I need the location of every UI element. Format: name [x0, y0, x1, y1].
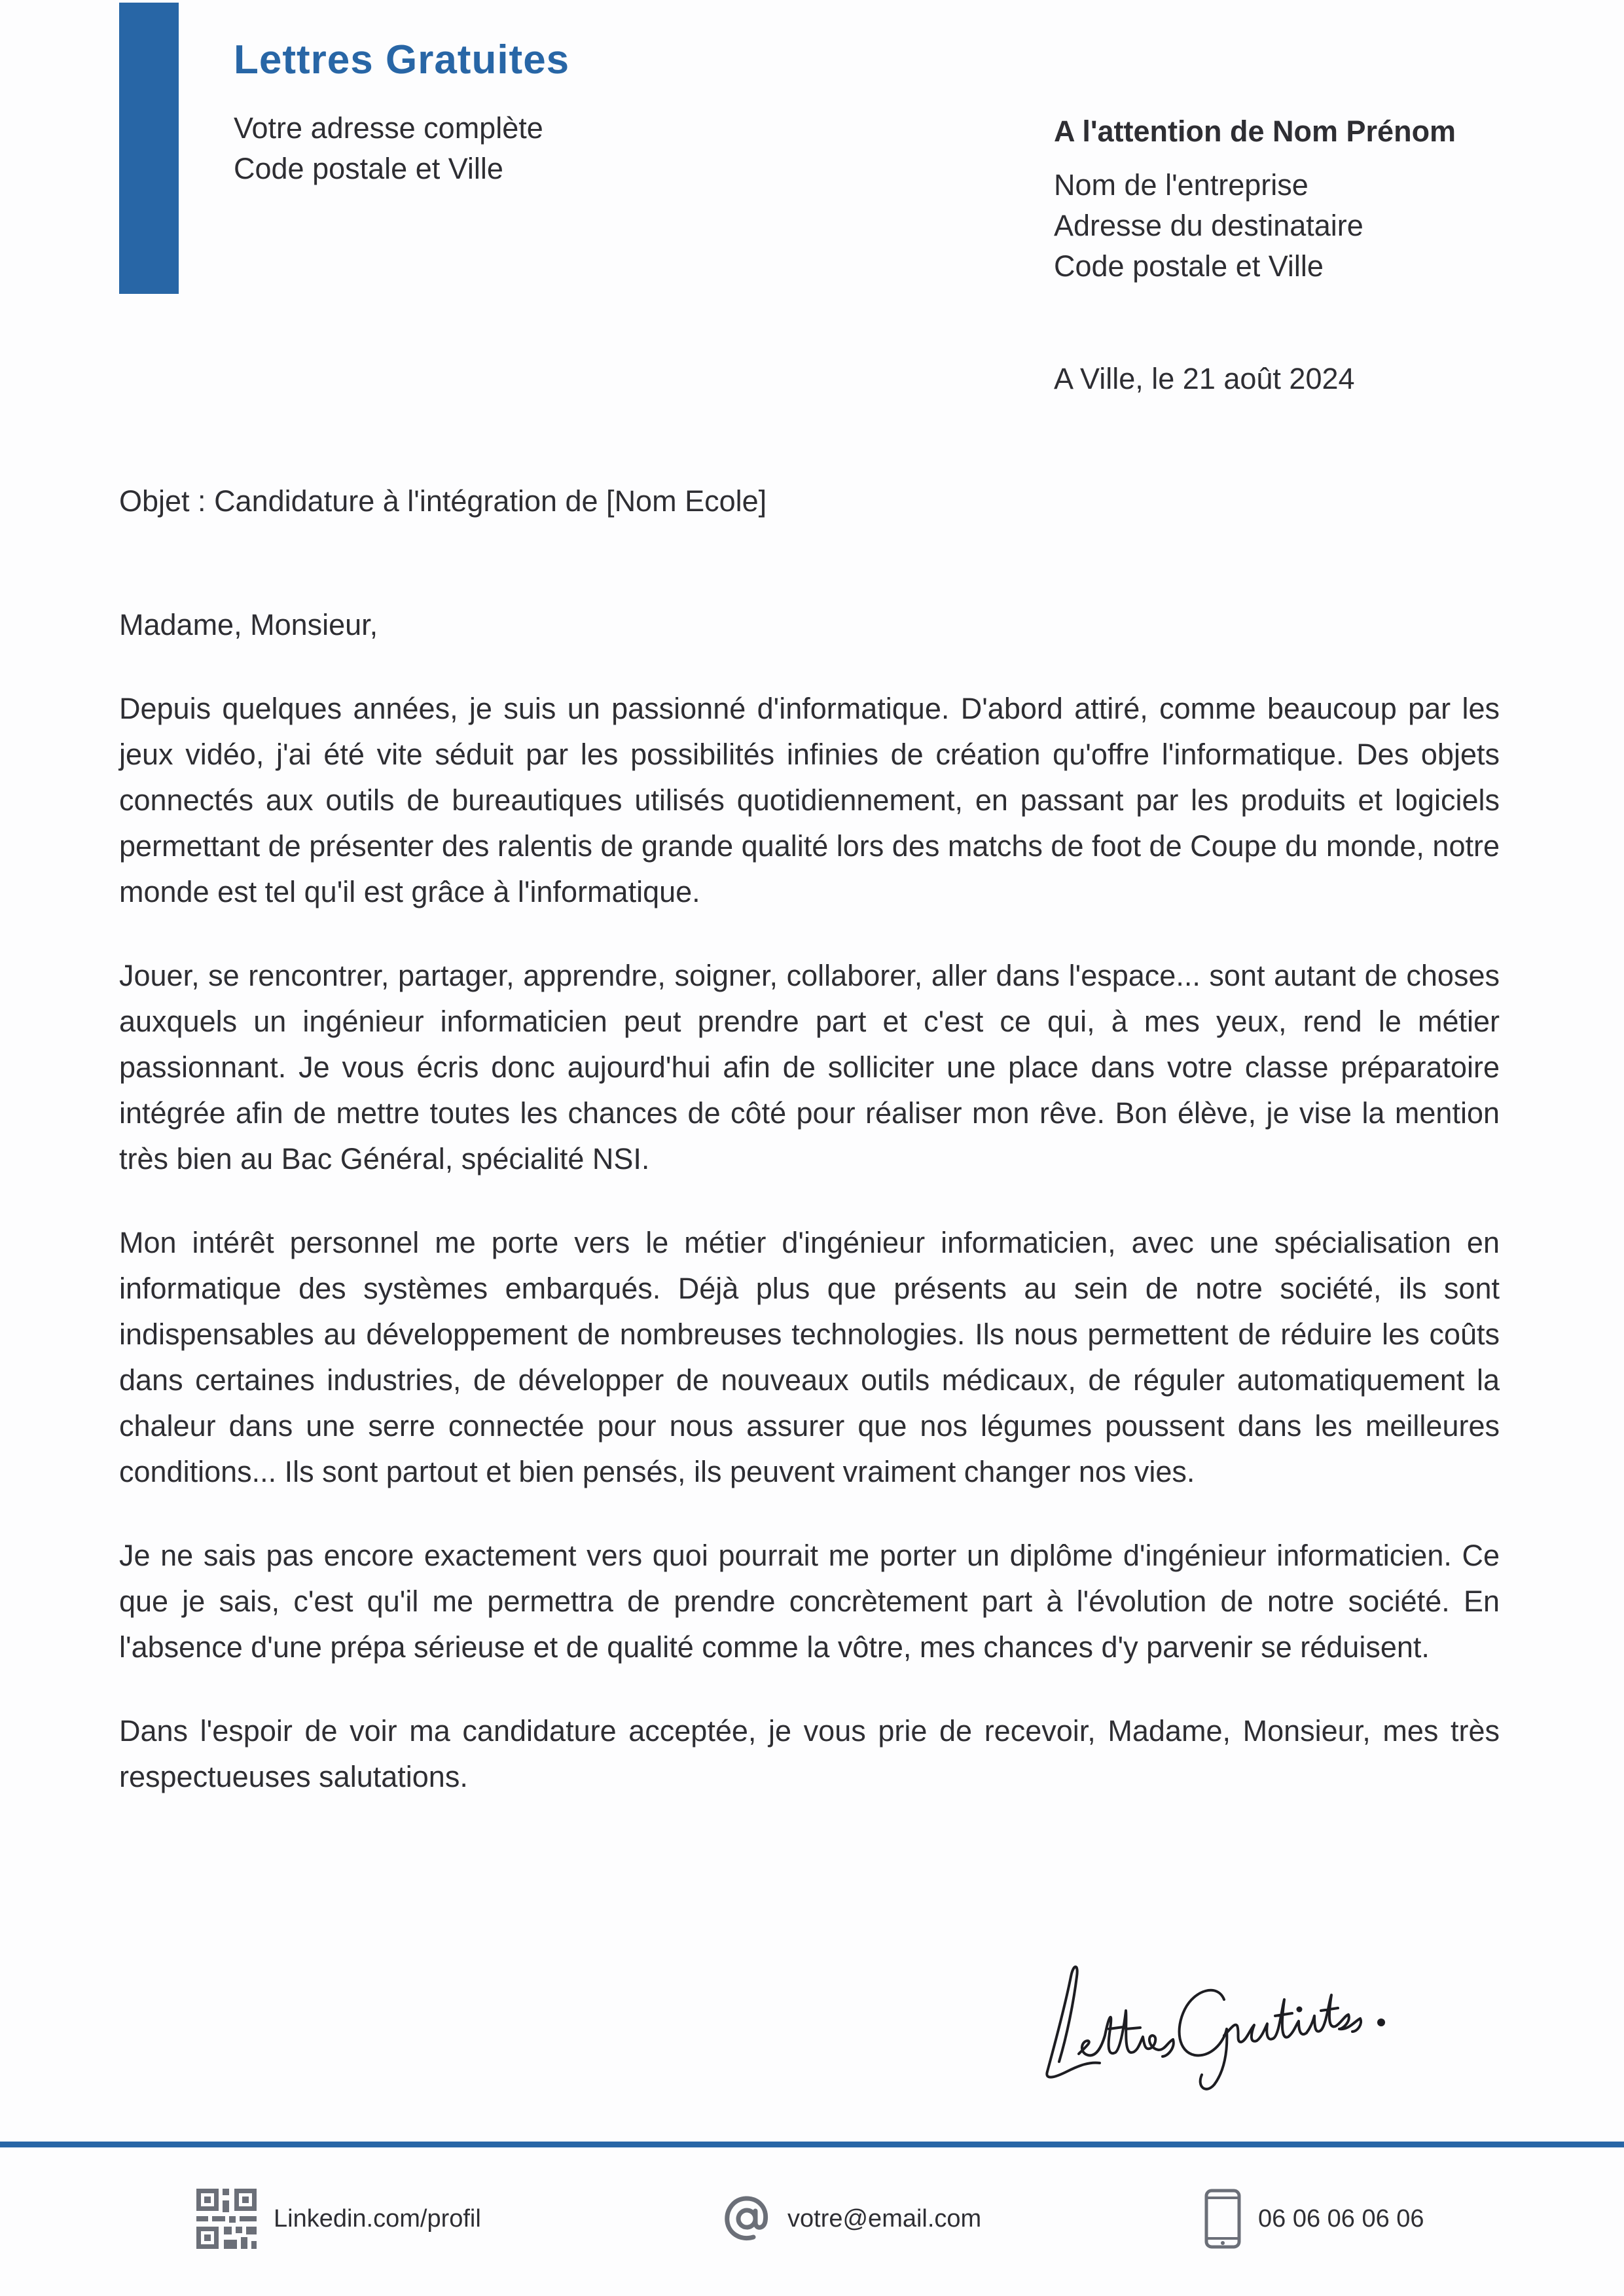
recipient-city: Code postale et Ville: [1054, 249, 1324, 283]
recipient-attention: A l'attention de Nom Prénom: [1054, 115, 1456, 148]
footer-linkedin[interactable]: [196, 2186, 481, 2251]
body-paragraph-1: Depuis quelques années, je suis un passionné d'informatique. D'abord attiré, comme beaucoup par les jeux vidéo, j'ai été vite séduit par les possibilités infinies de création qu'offre l'informatique. Des objets connectés aux outils de bureautiques utilisés quotidiennement, en passant par les produits et logiciels permettant de présenter des ralentis de grande qualité lors des matchs de foot de Coupe du monde, notre monde est tel qu'il est grâce à l'informatique.: [119, 692, 1500, 908]
recipient-block: [1054, 111, 1456, 287]
at-sign-icon: [723, 2195, 770, 2242]
sender-address: [234, 108, 543, 189]
body-paragraph-4: Je ne sais pas encore exactement vers quoi pourrait me porter un diplôme d'ingénieur informaticien. Ce que je sais, c'est qu'il me permettra de prendre concrètement part à l'évolution de notre société. En l'absence d'une prépa sérieuse et de qualité comme la vôtre, mes chances d'y parvenir se réduisent.: [119, 1539, 1500, 1664]
email-text: votre@email.com: [787, 2204, 982, 2233]
sender-address-line2: Code postale et Ville: [234, 152, 503, 185]
body-paragraph-2: Jouer, se rencontrer, partager, apprendre, soigner, collaborer, aller dans l'espace... sont autant de choses auxquels un ingénieur informaticien peut prendre part et c'est ce qui, à mes yeux, rend le métier passionnant. Je vous écris donc aujourd'hui afin de solliciter une place dans votre classe préparatoire intégrée afin de mettre toutes les chances de côté pour réaliser mon rêve. Bon élève, je vise la mention très bien au Bac Général, spécialité NSI.: [119, 959, 1500, 1175]
footer-email[interactable]: [723, 2186, 981, 2251]
sender-address-line1: Votre adresse complète: [234, 111, 543, 145]
recipient-company: Nom de l'entreprise: [1054, 168, 1308, 202]
letter-date: A Ville, le 21 août 2024: [1054, 362, 1355, 395]
footer-phone[interactable]: [1204, 2186, 1424, 2251]
smartphone-icon: [1204, 2189, 1241, 2249]
footer-divider: [0, 2142, 1624, 2147]
qr-code-icon: [196, 2189, 257, 2249]
header-accent-bar: [119, 3, 179, 294]
salutation: Madame, Monsieur,: [119, 608, 378, 641]
letter-body: [119, 602, 1500, 1838]
recipient-address: Adresse du destinataire: [1054, 209, 1363, 242]
body-paragraph-3: Mon intérêt personnel me porte vers le métier d'ingénieur informaticien, avec une spécialisation en informatique des systèmes embarqués. Déjà plus que présents au sein de notre société, ils sont indispensables au développement de nombreuses technologies. Ils nous permettent de réduire les coûts dans certaines industries, de développer de nouveaux outils médicaux, de réguler automatiquement la chaleur dans une serre connectée pour nous assurer que nos légumes poussent dans les meilleures conditions... Ils sont partout et bien pensés, ils peuvent vraiment changer nos vies.: [119, 1226, 1500, 1488]
handwritten-signature: [1028, 1937, 1407, 2094]
linkedin-text: Linkedin.com/profil: [274, 2204, 481, 2233]
letter-subject: Objet : Candidature à l'intégration de [Nom Ecole]: [119, 484, 767, 518]
sender-name: Lettres Gratuites: [234, 37, 570, 82]
body-paragraph-5: Dans l'espoir de voir ma candidature acceptée, je vous prie de recevoir, Madame, Monsieur, mes très respectueuses salutations.: [119, 1714, 1500, 1793]
phone-text: 06 06 06 06 06: [1258, 2204, 1424, 2233]
